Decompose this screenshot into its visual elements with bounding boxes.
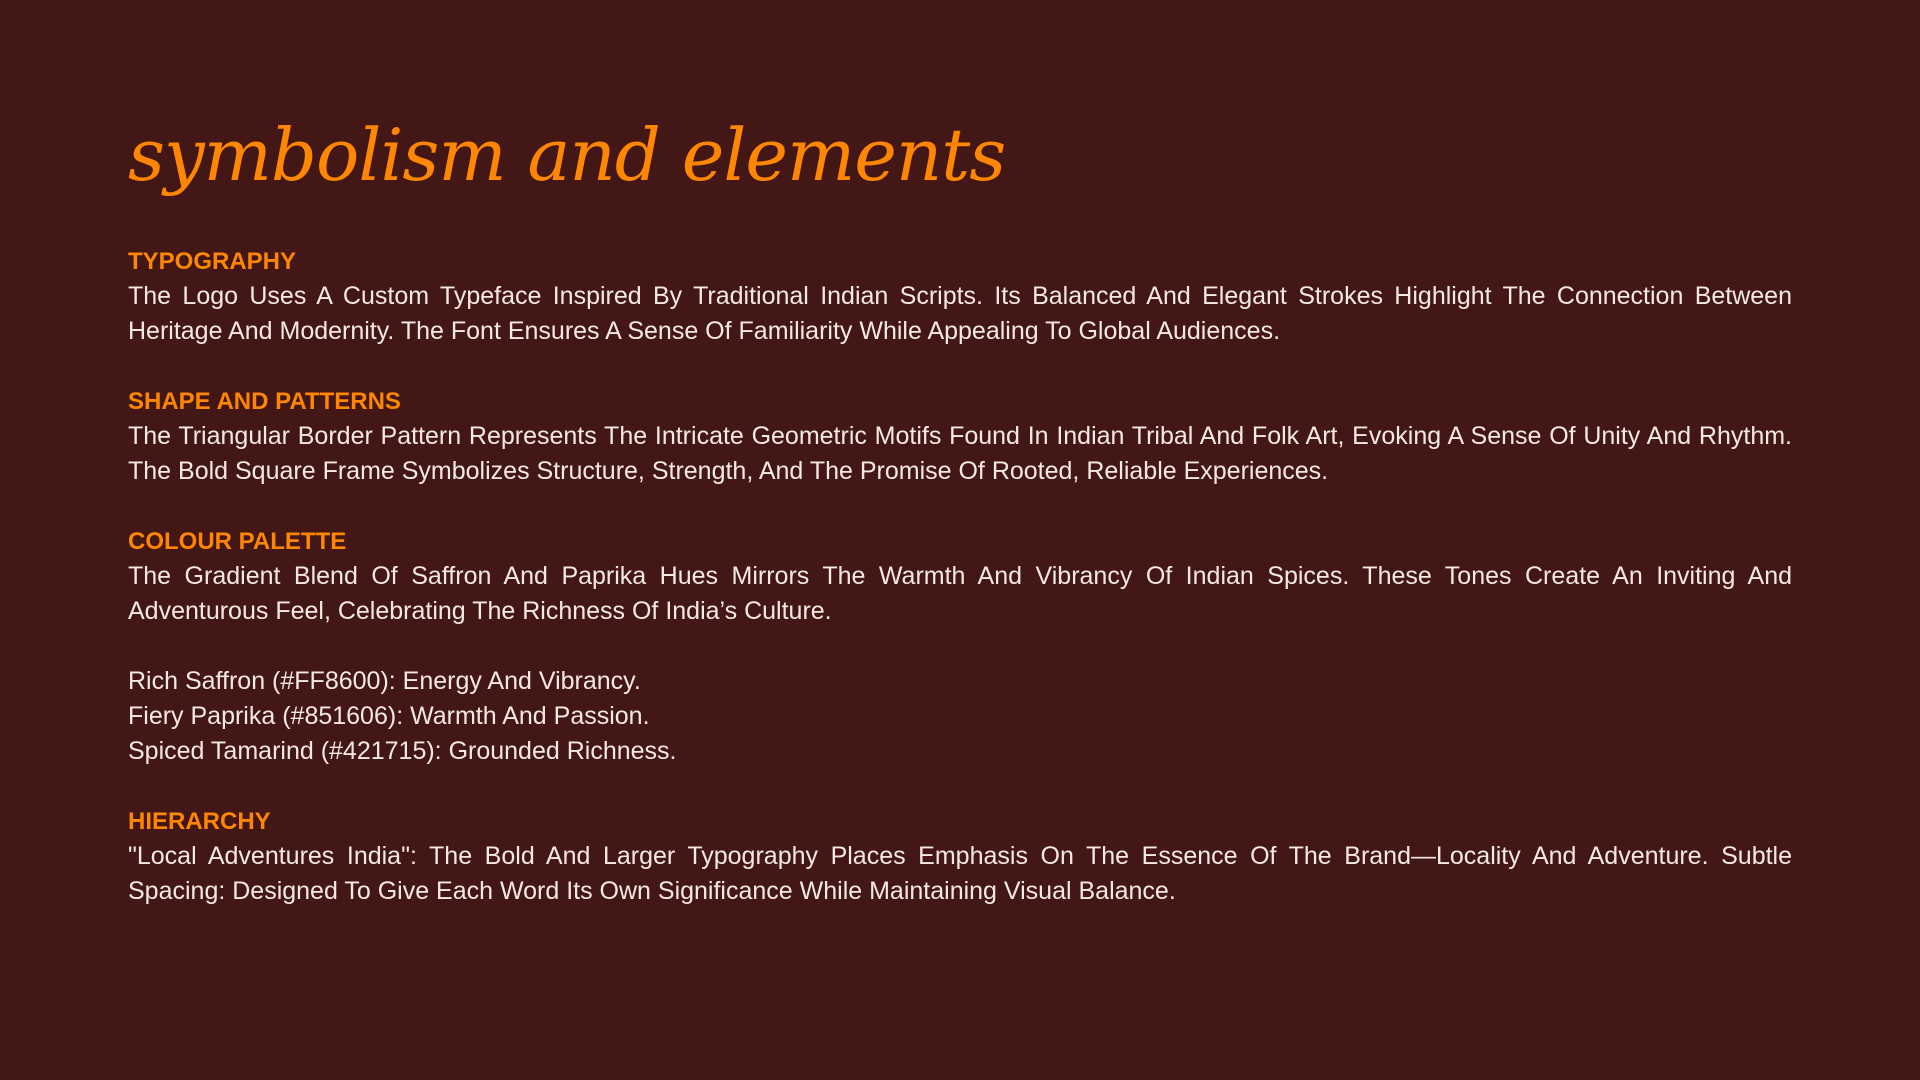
palette-item-tamarind: Spiced Tamarind (#421715): Grounded Richness. (128, 737, 677, 765)
section-body: The Triangular Border Pattern Represents The Intricate Geometric Motifs Found In Indian Tribal And Folk Art, Evoking A Sense Of Unity And Rhythm. The Bold Square Frame Symbolizes Structure, Strength, And The Promise Of Rooted, Reliable Experiences. (128, 422, 1792, 485)
section-shape-and-patterns (128, 384, 1792, 489)
section-heading: HIERARCHY (128, 808, 271, 835)
section-body: The Gradient Blend Of Saffron And Paprika Hues Mirrors The Warmth And Vibrancy Of Indian Spices. These Tones Create An Inviting And Adventurous Feel, Celebrating The Richness Of India’s Culture. (128, 562, 1792, 625)
palette-item-saffron: Rich Saffron (#FF8600): Energy And Vibrancy. (128, 667, 641, 695)
section-body: "Local Adventures India": The Bold And Larger Typography Places Emphasis On The Essence Of The Brand—Locality And Adventure. Subtle Spacing: Designed To Give Each Word Its Own Significance While Maintaining Visual Balance. (128, 842, 1792, 905)
page-title: symbolism and elements (128, 113, 1006, 197)
section-body: The Logo Uses A Custom Typeface Inspired By Traditional Indian Scripts. Its Balanced And Elegant Strokes Highlight The Connection Between Heritage And Modernity. The Font Ensures A Sense Of Familiarity While Appealing To Global Audiences. (128, 282, 1792, 345)
content-area (128, 244, 1792, 909)
palette-item-paprika: Fiery Paprika (#851606): Warmth And Passion. (128, 702, 650, 730)
section-heading: COLOUR PALETTE (128, 528, 347, 555)
section-heading: SHAPE AND PATTERNS (128, 388, 401, 415)
palette-list (128, 664, 1792, 769)
section-hierarchy (128, 804, 1792, 909)
section-colour-palette (128, 524, 1792, 629)
section-typography (128, 244, 1792, 349)
section-heading: TYPOGRAPHY (128, 248, 297, 275)
